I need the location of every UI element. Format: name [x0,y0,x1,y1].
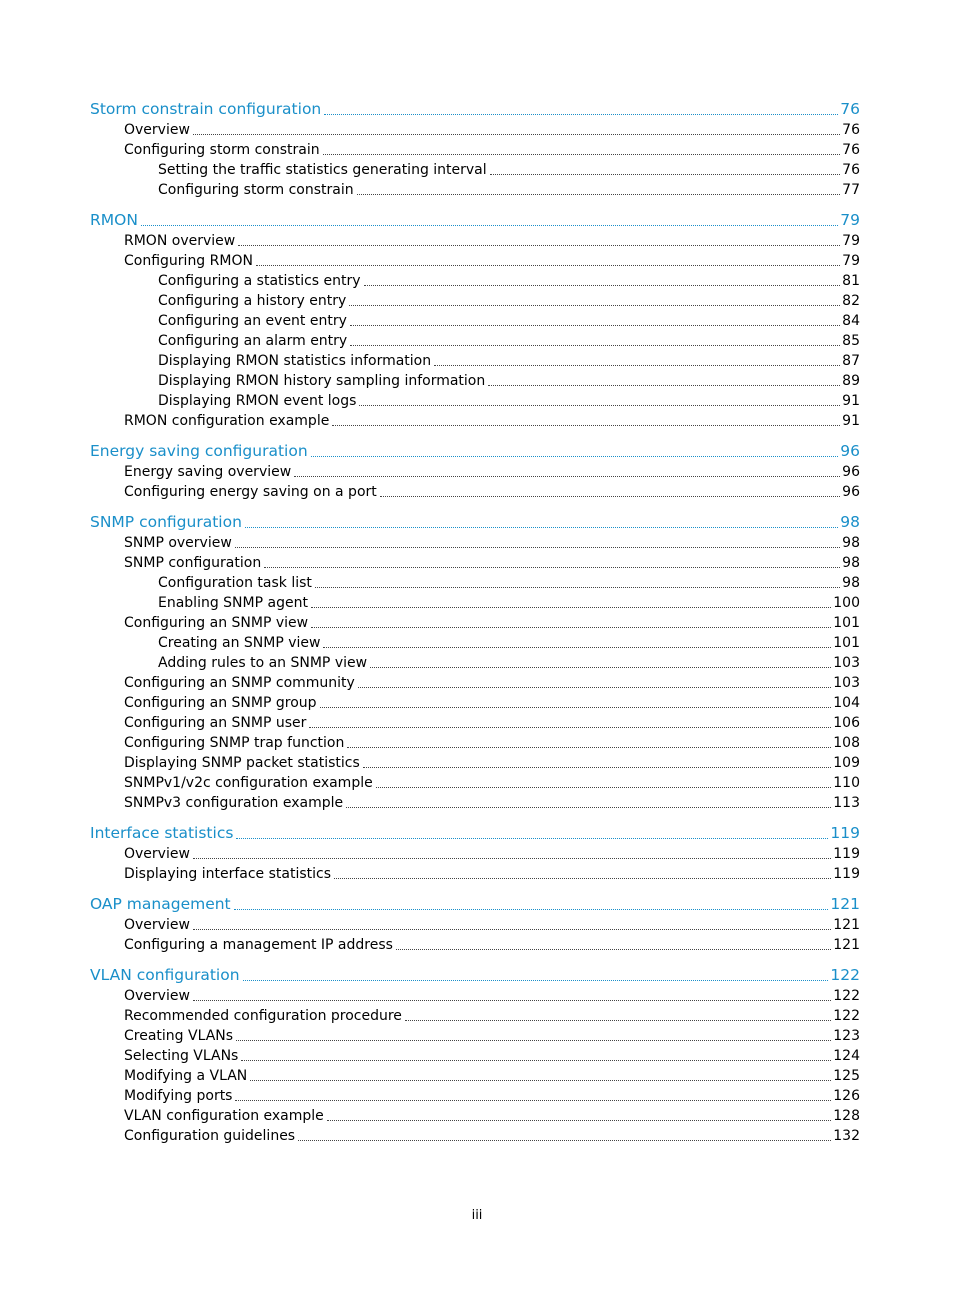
toc-entry-title[interactable]: Configuring an alarm entry [158,333,348,349]
toc-section-link[interactable] [90,693,860,713]
toc-section-link[interactable] [90,1046,860,1066]
toc-section [90,98,860,200]
toc-entry-title[interactable]: Displaying RMON history sampling information [158,373,486,389]
dot-leader [298,1140,831,1141]
toc-section-link[interactable] [90,120,860,140]
toc-entry-page-number[interactable]: 104 [833,695,860,711]
toc-section-link[interactable] [90,411,860,431]
dot-leader [332,425,840,426]
toc-section-link[interactable] [90,773,860,793]
toc-entry-title[interactable]: SNMP configuration [124,555,262,571]
toc-entry-title[interactable]: Modifying a VLAN [124,1068,248,1084]
dot-leader [315,587,840,588]
toc-entry-title[interactable]: Energy saving overview [124,464,292,480]
toc-chapter-link[interactable] [90,209,860,231]
toc-section-link[interactable] [90,140,860,160]
toc-subsection-link[interactable] [90,573,860,593]
toc-subsection-link[interactable] [90,351,860,371]
toc-entry-title[interactable]: Configuration guidelines [124,1128,296,1144]
toc-subsection-link[interactable] [90,633,860,653]
toc-entry-title[interactable]: Configuring RMON [124,253,253,269]
toc-subsection-link[interactable] [90,593,860,613]
dot-leader [350,345,840,346]
toc-entry-page-number[interactable]: 76 [840,100,860,118]
dot-leader [405,1020,831,1021]
dot-leader [324,114,838,115]
toc-entry-title[interactable]: Enabling SNMP agent [158,595,308,611]
dot-leader [346,807,831,808]
toc-entry-title[interactable]: Configuring an SNMP view [124,615,309,631]
toc-entry-page-number[interactable]: 122 [830,966,860,984]
toc-entry-page-number[interactable]: 101 [833,615,860,631]
dot-leader [141,225,838,226]
toc-entry-title[interactable]: Overview [124,988,190,1004]
dot-leader [193,1000,831,1001]
toc-entry-title[interactable]: Configuring an event entry [158,313,347,329]
toc-entry-title[interactable]: Configuring storm constrain [158,182,354,198]
dot-leader [236,838,828,839]
toc-entry-title[interactable]: SNMP configuration [90,513,242,531]
toc-entry-title[interactable]: Configuring an SNMP community [124,675,355,691]
toc-entry-page-number[interactable]: 100 [833,595,860,611]
toc-entry-page-number[interactable]: 85 [842,333,860,349]
toc-entry-page-number[interactable]: 81 [842,273,860,289]
toc-entry-title[interactable]: Creating an SNMP view [158,635,321,651]
toc-entry-page-number[interactable]: 121 [833,937,860,953]
toc-entry-page-number[interactable]: 79 [842,253,860,269]
table-of-contents [90,98,860,1155]
toc-subsection-link[interactable] [90,271,860,291]
dot-leader [347,747,831,748]
toc-chapter-link[interactable] [90,822,860,844]
toc-section [90,209,860,431]
dot-leader [311,627,831,628]
toc-entry-title[interactable]: RMON configuration example [124,413,330,429]
toc-entry-page-number[interactable]: 91 [842,413,860,429]
toc-entry-page-number[interactable]: 76 [842,162,860,178]
toc-section-link[interactable] [90,231,860,251]
toc-entry-page-number[interactable]: 87 [842,353,860,369]
dot-leader [350,325,840,326]
dot-leader [193,134,840,135]
toc-entry-title[interactable]: Displaying RMON event logs [158,393,357,409]
toc-section [90,893,860,955]
toc-section-link[interactable] [90,613,860,633]
dot-leader [234,909,829,910]
toc-section-link[interactable] [90,935,860,955]
dot-leader [311,607,831,608]
toc-entry-page-number[interactable]: 126 [833,1088,860,1104]
toc-entry-title[interactable]: Configuring a statistics entry [158,273,361,289]
toc-entry-title[interactable]: Creating VLANs [124,1028,234,1044]
toc-entry-title[interactable]: Configuring a management IP address [124,937,393,953]
dot-leader [193,929,831,930]
toc-entry-title[interactable]: Interface statistics [90,824,234,842]
toc-section-link[interactable] [90,753,860,773]
toc-subsection-link[interactable] [90,391,860,411]
toc-entry-page-number[interactable]: 119 [833,846,860,862]
toc-subsection-link[interactable] [90,371,860,391]
toc-entry-page-number[interactable]: 98 [842,555,860,571]
toc-entry-page-number[interactable]: 89 [842,373,860,389]
dot-leader [490,174,841,175]
toc-section-link[interactable] [90,1106,860,1126]
toc-entry-title[interactable]: Energy saving configuration [90,442,308,460]
toc-entry-page-number[interactable]: 121 [830,895,860,913]
toc-entry-page-number[interactable]: 103 [833,675,860,691]
toc-entry-title[interactable]: Setting the traffic statistics generating interval [158,162,487,178]
toc-section-link[interactable] [90,1066,860,1086]
toc-entry-page-number[interactable]: 98 [840,513,860,531]
toc-entry-page-number[interactable]: 106 [833,715,860,731]
dot-leader [359,405,840,406]
toc-entry-title[interactable]: RMON overview [124,233,236,249]
toc-entry-title[interactable]: OAP management [90,895,231,913]
dot-leader [309,727,831,728]
dot-leader [357,194,841,195]
toc-section-link[interactable] [90,1006,860,1026]
toc-entry-title[interactable]: Adding rules to an SNMP view [158,655,368,671]
toc-section [90,511,860,813]
dot-leader [193,858,831,859]
toc-entry-page-number[interactable]: 108 [833,735,860,751]
toc-section-link[interactable] [90,482,860,502]
toc-chapter-link[interactable] [90,98,860,120]
dot-leader [235,547,840,548]
toc-entry-title[interactable]: Displaying SNMP packet statistics [124,755,360,771]
toc-entry-page-number[interactable]: 103 [833,655,860,671]
toc-section-link[interactable] [90,533,860,553]
toc-entry-page-number[interactable]: 132 [833,1128,860,1144]
toc-entry-page-number[interactable]: 122 [833,1008,860,1024]
toc-entry-page-number[interactable]: 119 [830,824,860,842]
toc-section-link[interactable] [90,915,860,935]
toc-section-link[interactable] [90,864,860,884]
toc-entry-title[interactable]: Configuration task list [158,575,312,591]
toc-chapter-link[interactable] [90,964,860,986]
dot-leader [311,456,839,457]
dot-leader [241,1060,831,1061]
dot-leader [334,878,831,879]
toc-entry-title[interactable]: SNMP overview [124,535,232,551]
toc-entry-title[interactable]: Configuring a history entry [158,293,347,309]
toc-entry-page-number[interactable]: 96 [842,484,860,500]
toc-entry-page-number[interactable]: 125 [833,1068,860,1084]
dot-leader [256,265,840,266]
toc-entry-title[interactable]: RMON [90,211,138,229]
dot-leader [236,1040,831,1041]
toc-entry-title[interactable]: Configuring energy saving on a port [124,484,377,500]
dot-leader [294,476,840,477]
toc-entry-page-number[interactable]: 84 [842,313,860,329]
dot-leader [238,245,840,246]
toc-entry-page-number[interactable]: 110 [833,775,860,791]
toc-entry-title[interactable]: Displaying RMON statistics information [158,353,432,369]
dot-leader [488,385,840,386]
toc-entry-page-number[interactable]: 82 [842,293,860,309]
dot-leader [327,1120,831,1121]
dot-leader [349,305,840,306]
toc-entry-title[interactable]: Selecting VLANs [124,1048,239,1064]
toc-subsection-link[interactable] [90,160,860,180]
toc-entry-title[interactable]: Overview [124,846,190,862]
toc-entry-title[interactable]: VLAN configuration example [124,1108,324,1124]
toc-section [90,822,860,884]
toc-entry-title[interactable]: VLAN configuration [90,966,240,984]
toc-subsection-link[interactable] [90,653,860,673]
toc-entry-title[interactable]: Configuring SNMP trap function [124,735,345,751]
dot-leader [434,365,840,366]
toc-entry-page-number[interactable]: 91 [842,393,860,409]
dot-leader [376,787,832,788]
dot-leader [235,1100,831,1101]
toc-entry-title[interactable]: Configuring an SNMP user [124,715,307,731]
toc-entry-page-number[interactable]: 96 [840,442,860,460]
toc-section-link[interactable] [90,251,860,271]
dot-leader [396,949,831,950]
toc-entry-page-number[interactable]: 77 [842,182,860,198]
toc-section-link[interactable] [90,1086,860,1106]
dot-leader [250,1080,831,1081]
toc-entry-title[interactable]: Overview [124,122,190,138]
toc-entry-page-number[interactable]: 121 [833,917,860,933]
toc-entry-page-number[interactable]: 76 [842,142,860,158]
toc-entry-page-number[interactable]: 128 [833,1108,860,1124]
toc-section-link[interactable] [90,1026,860,1046]
toc-chapter-link[interactable] [90,893,860,915]
toc-chapter-link[interactable] [90,440,860,462]
toc-section-link[interactable] [90,986,860,1006]
dot-leader [323,647,831,648]
toc-entry-title[interactable]: Recommended configuration procedure [124,1008,402,1024]
toc-entry-page-number[interactable]: 123 [833,1028,860,1044]
toc-entry-page-number[interactable]: 122 [833,988,860,1004]
dot-leader [264,567,840,568]
toc-chapter-link[interactable] [90,511,860,533]
toc-entry-title[interactable]: Storm constrain configuration [90,100,322,118]
toc-entry-title[interactable]: Displaying interface statistics [124,866,331,882]
toc-entry-title[interactable]: Modifying ports [124,1088,233,1104]
toc-section-link[interactable] [90,844,860,864]
toc-section-link[interactable] [90,713,860,733]
toc-entry-page-number[interactable]: 109 [833,755,860,771]
toc-entry-page-number[interactable]: 98 [842,535,860,551]
toc-entry-title[interactable]: SNMPv1/v2c configuration example [124,775,373,791]
toc-section [90,964,860,1146]
dot-leader [364,285,841,286]
toc-entry-page-number[interactable]: 79 [842,233,860,249]
toc-entry-page-number[interactable]: 124 [833,1048,860,1064]
dot-leader [380,496,840,497]
toc-entry-title[interactable]: Configuring storm constrain [124,142,320,158]
toc-subsection-link[interactable] [90,331,860,351]
toc-entry-page-number[interactable]: 76 [842,122,860,138]
toc-section-link[interactable] [90,733,860,753]
toc-section-link[interactable] [90,462,860,482]
toc-section-link[interactable] [90,1126,860,1146]
dot-leader [358,687,831,688]
toc-section-link[interactable] [90,673,860,693]
dot-leader [323,154,841,155]
toc-subsection-link[interactable] [90,311,860,331]
toc-section-link[interactable] [90,793,860,813]
toc-subsection-link[interactable] [90,180,860,200]
toc-entry-page-number[interactable]: 79 [840,211,860,229]
toc-section [90,440,860,502]
toc-entry-page-number[interactable]: 101 [833,635,860,651]
dot-leader [245,527,838,528]
dot-leader [370,667,831,668]
toc-entry-page-number[interactable]: 113 [833,795,860,811]
toc-entry-title[interactable]: Overview [124,917,190,933]
toc-entry-page-number[interactable]: 119 [833,866,860,882]
page-number: iii [471,1208,483,1223]
toc-entry-page-number[interactable]: 96 [842,464,860,480]
dot-leader [363,767,832,768]
toc-entry-page-number[interactable]: 98 [842,575,860,591]
dot-leader [320,707,832,708]
toc-entry-title[interactable]: SNMPv3 configuration example [124,795,344,811]
toc-section-link[interactable] [90,553,860,573]
toc-subsection-link[interactable] [90,291,860,311]
dot-leader [243,980,829,981]
toc-entry-title[interactable]: Configuring an SNMP group [124,695,317,711]
